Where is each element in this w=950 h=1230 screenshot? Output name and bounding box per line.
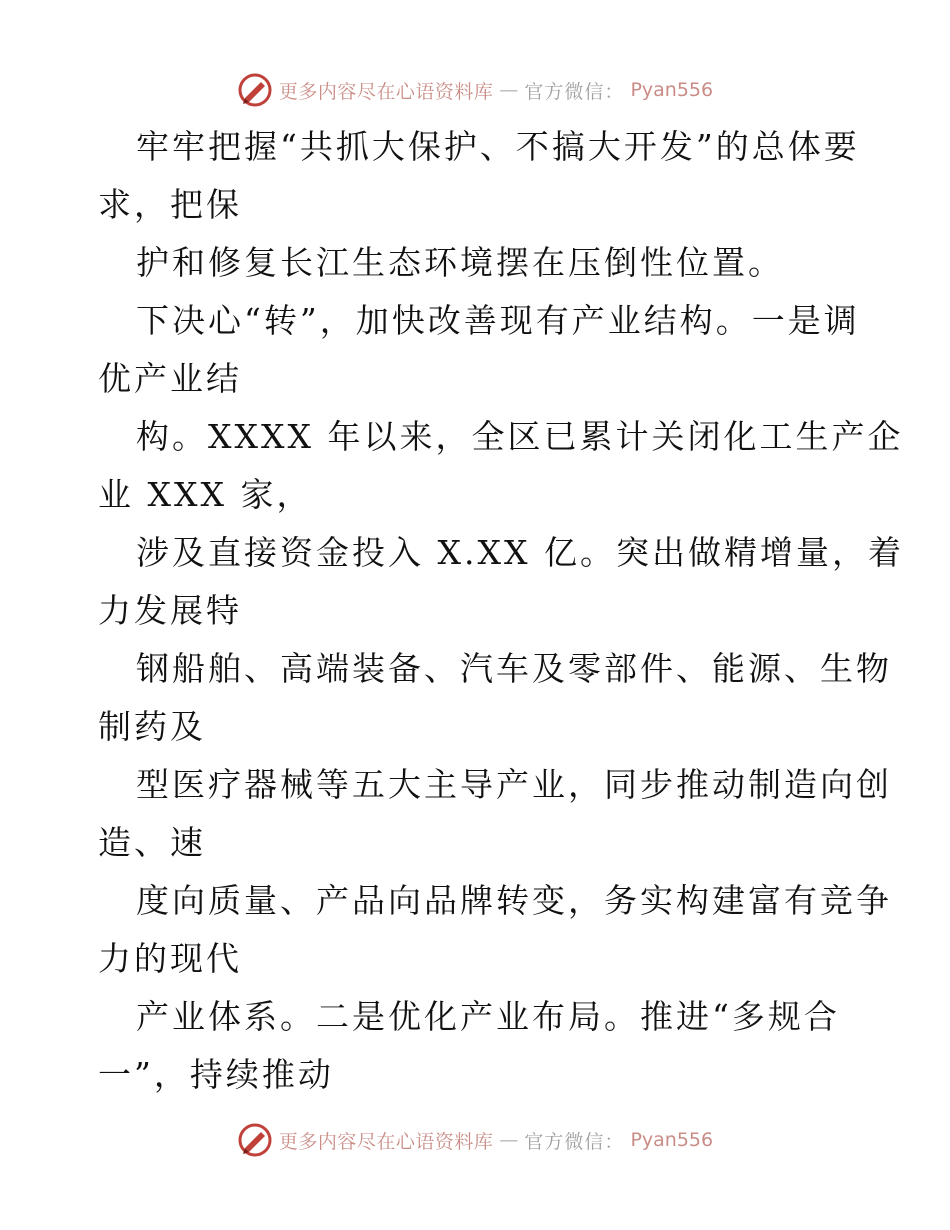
text-line: 型医疗器械等五大主导产业，同步推动制造向创 bbox=[136, 765, 892, 804]
watermark-text: 更多内容尽在心语资料库 bbox=[278, 80, 494, 103]
pen-logo-icon bbox=[237, 72, 273, 108]
text-line: 力的现代 bbox=[98, 939, 242, 978]
text-line: 下决心“转”，加快改善现有产业结构。一是调 bbox=[136, 301, 860, 340]
watermark-header bbox=[0, 70, 950, 110]
watermark-official-label: 官方微信： bbox=[524, 1130, 625, 1153]
text-line: 涉及直接资金投入 X.XX 亿。突出做精增量，着 bbox=[136, 533, 904, 572]
watermark-separator: — bbox=[499, 79, 519, 101]
text-line: 业 XXX 家， bbox=[98, 475, 313, 514]
document-body bbox=[98, 118, 904, 1104]
text-line: 力发展特 bbox=[98, 591, 242, 630]
text-line: 构。XXXX 年以来，全区已累计关闭化工生产企 bbox=[136, 417, 904, 456]
text-line: 制药及 bbox=[98, 707, 206, 746]
text-line: 造、速 bbox=[98, 823, 206, 862]
watermark-wechat-id: Pyan556 bbox=[630, 1129, 714, 1151]
text-line: 一”，持续推动 bbox=[98, 1055, 334, 1094]
text-line: 护和修复长江生态环境摆在压倒性位置。 bbox=[136, 243, 784, 282]
text-line: 钢船舶、高端装备、汽车及零部件、能源、生物 bbox=[136, 649, 892, 688]
watermark-wechat-id: Pyan556 bbox=[630, 79, 714, 101]
watermark-text: 更多内容尽在心语资料库 bbox=[278, 1130, 494, 1153]
text-line: 优产业结 bbox=[98, 359, 242, 398]
watermark-separator: — bbox=[499, 1129, 519, 1151]
pen-logo-icon bbox=[237, 1122, 273, 1158]
text-line: 求，把保 bbox=[98, 185, 242, 224]
watermark-footer bbox=[0, 1120, 950, 1160]
text-line: 牢牢把握“共抓大保护、不搞大开发”的总体要 bbox=[136, 127, 860, 166]
text-line: 度向质量、产品向品牌转变，务实构建富有竞争 bbox=[136, 881, 892, 920]
text-line: 产业体系。二是优化产业布局。推进“多规合 bbox=[136, 997, 840, 1036]
watermark-official-label: 官方微信： bbox=[524, 80, 625, 103]
